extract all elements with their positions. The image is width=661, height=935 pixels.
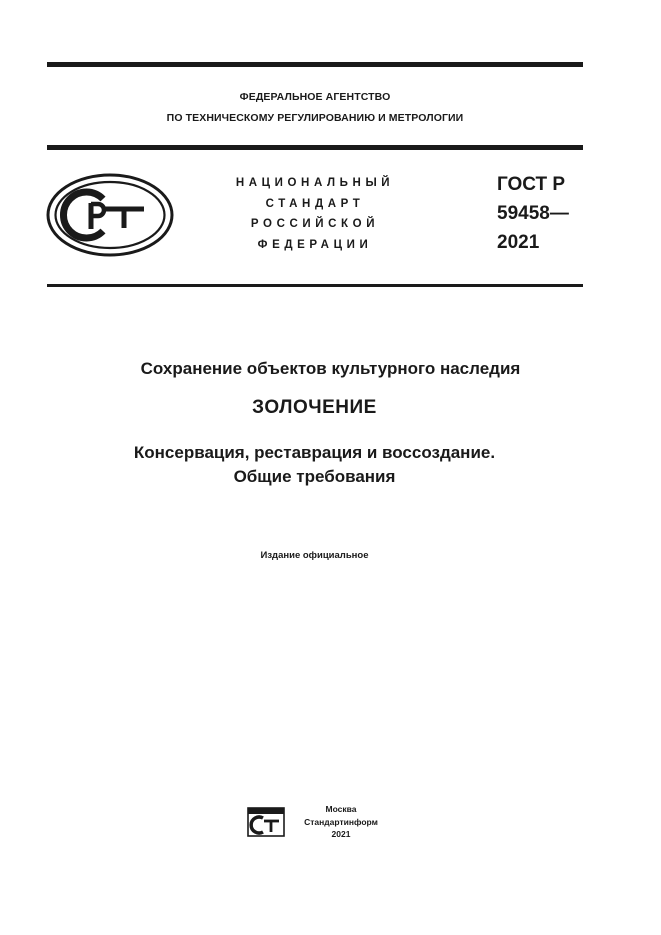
description-line: Общие требования bbox=[233, 467, 396, 486]
designation-line: ГОСТ Р bbox=[497, 174, 566, 195]
standard-kind-line: СТАНДАРТ bbox=[265, 197, 365, 210]
standartinform-logo-icon bbox=[247, 807, 285, 837]
standard-kind-line: ФЕДЕРАЦИИ bbox=[257, 238, 373, 251]
agency-name-line2: ПО ТЕХНИЧЕСКОМУ РЕГУЛИРОВАНИЮ И МЕТРОЛОГИИ bbox=[166, 112, 464, 124]
rst-certification-mark-icon bbox=[46, 173, 174, 257]
publication-year: 2021 bbox=[331, 829, 351, 839]
top-rule bbox=[47, 62, 583, 67]
designation-line: 59458— bbox=[497, 203, 569, 224]
document-description bbox=[0, 441, 629, 489]
publisher-name: Стандартинформ bbox=[304, 816, 378, 827]
designation-line: 2021 bbox=[497, 232, 540, 253]
publisher-city: Москва bbox=[325, 804, 357, 814]
document-subject: ЗОЛОЧЕНИЕ bbox=[252, 397, 377, 418]
document-title: Сохранение объектов культурного наследия bbox=[140, 359, 521, 378]
standard-kind-line: РОССИЙСКОЙ bbox=[250, 218, 380, 230]
middle-rule bbox=[47, 145, 583, 150]
standard-kind bbox=[205, 173, 425, 255]
standard-kind-line: НАЦИОНАЛЬНЫЙ bbox=[235, 177, 395, 189]
publisher-info bbox=[300, 803, 382, 841]
edition-note: Издание официальное bbox=[260, 550, 369, 561]
lower-rule bbox=[47, 284, 583, 287]
agency-name-line1: ФЕДЕРАЛЬНОЕ АГЕНТСТВО bbox=[239, 91, 391, 103]
standard-designation bbox=[497, 170, 569, 257]
description-line: Консервация, реставрация и воссоздание. bbox=[133, 443, 496, 462]
